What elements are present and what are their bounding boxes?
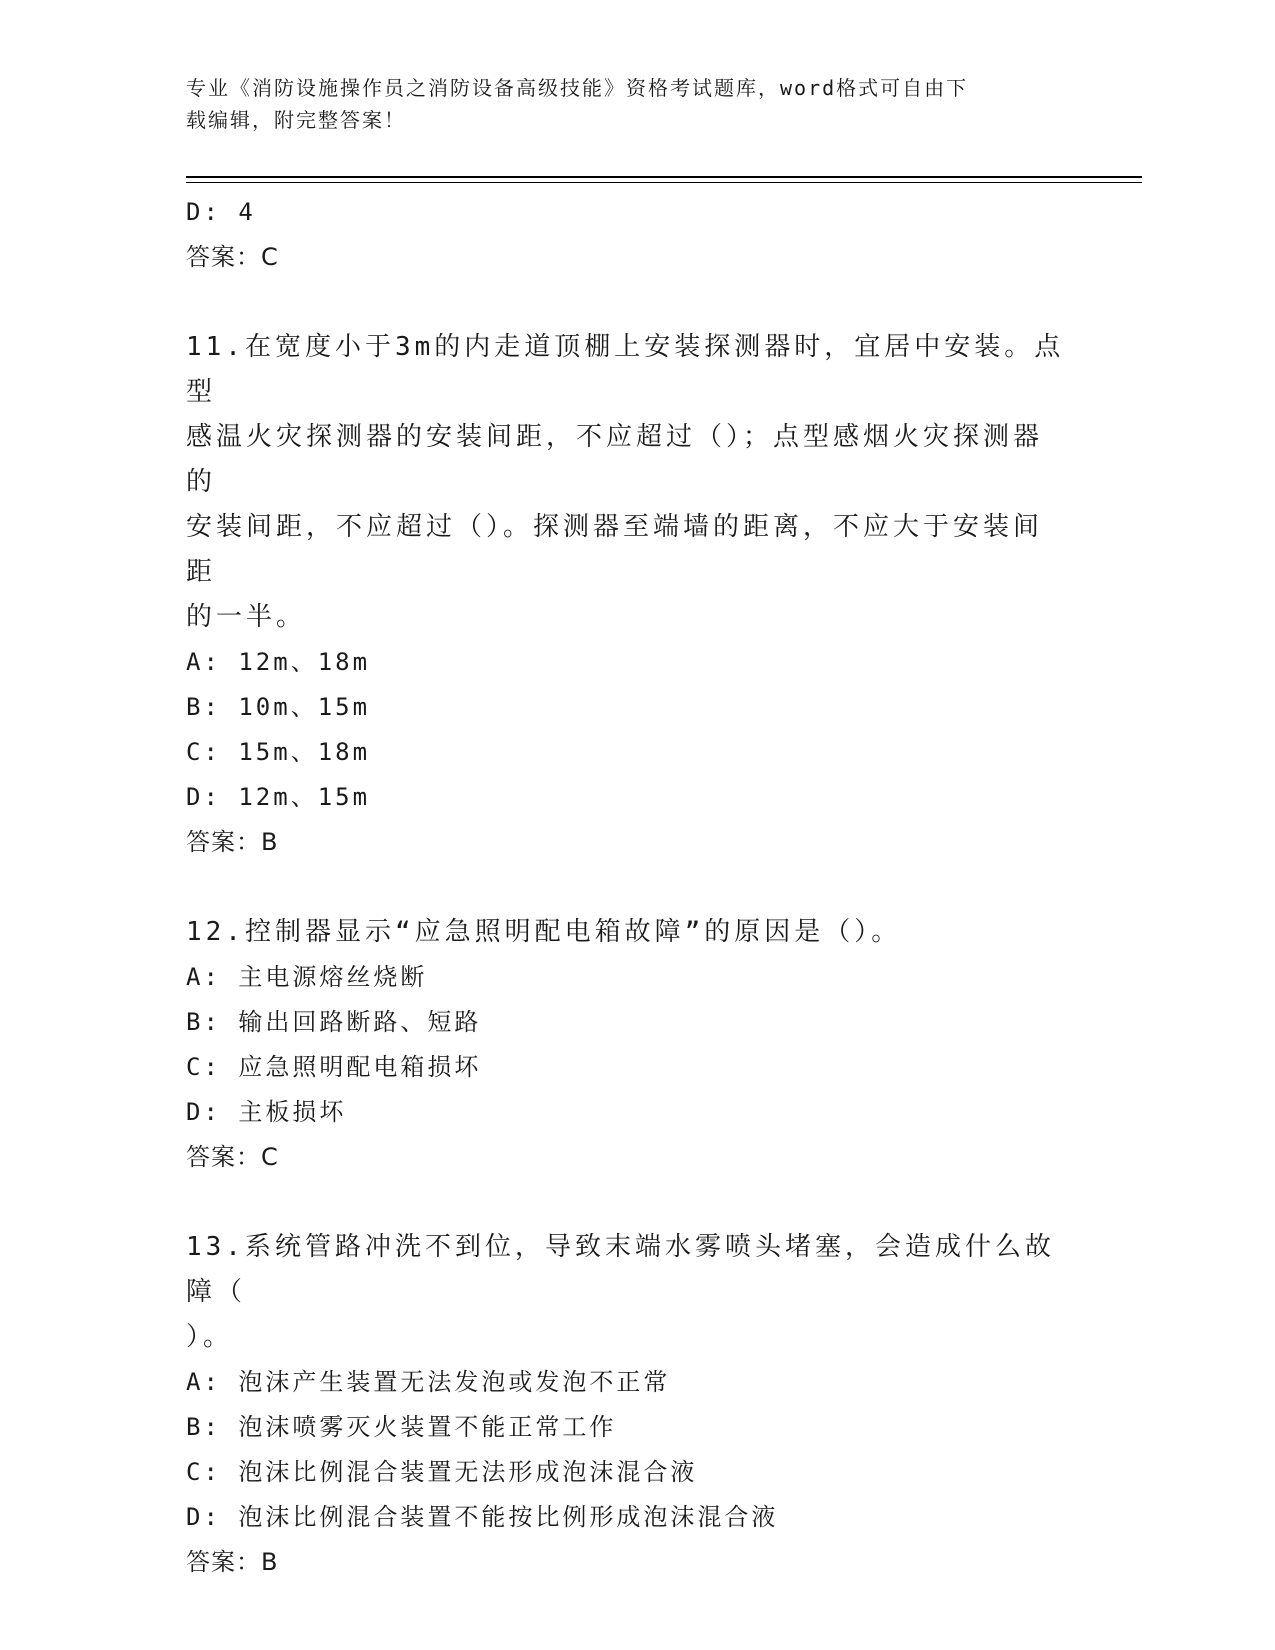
question-text-line: ）。 xyxy=(186,1322,234,1352)
question-list xyxy=(186,190,1066,1585)
spacer xyxy=(186,1180,1066,1225)
option-d: D: 主板损坏 xyxy=(186,1098,347,1126)
option-d: D: 12m、15m xyxy=(186,783,371,811)
header-divider-thick xyxy=(186,176,1142,178)
document-header xyxy=(186,72,1066,136)
option-b: B: 10m、15m xyxy=(186,693,371,721)
answer-line: 答案：B xyxy=(186,828,279,856)
answer-line: 答案：B xyxy=(186,1548,279,1576)
option-c: C: 应急照明配电箱损坏 xyxy=(186,1053,482,1081)
option-d: D: 4 xyxy=(186,198,256,226)
option-c: C: 泡沫比例混合装置无法形成泡沫混合液 xyxy=(186,1458,698,1486)
option-d: D: 泡沫比例混合装置不能按比例形成泡沫混合液 xyxy=(186,1503,779,1531)
answer-line: 答案：C xyxy=(186,243,279,271)
option-a: A: 12m、18m xyxy=(186,648,371,676)
question-text-line: 安装间距，不应超过（）。探测器至端墙的距离，不应大于安装间距 xyxy=(186,512,1044,587)
previous-question-tail xyxy=(186,190,1066,280)
header-line-2: 载编辑，附完整答案！ xyxy=(186,108,406,132)
question-11 xyxy=(186,325,1066,865)
header-divider-thin xyxy=(186,182,1142,183)
option-b: B: 输出回路断路、短路 xyxy=(186,1008,482,1036)
spacer xyxy=(186,865,1066,910)
option-list xyxy=(186,1360,1066,1540)
answer-line: 答案：C xyxy=(186,1143,279,1171)
question-12 xyxy=(186,910,1066,1180)
option-b: B: 泡沫喷雾灭火装置不能正常工作 xyxy=(186,1413,617,1441)
question-13 xyxy=(186,1225,1066,1585)
spacer xyxy=(186,280,1066,325)
question-text-line: 11.在宽度小于3m的内走道顶棚上安装探测器时，宜居中安装。点型 xyxy=(186,332,1065,407)
option-a: A: 主电源熔丝烧断 xyxy=(186,963,428,991)
option-list xyxy=(186,640,1066,820)
question-text-line: 12.控制器显示“应急照明配电箱故障”的原因是（）。 xyxy=(186,917,902,947)
question-text-line: 13.系统管路冲洗不到位，导致末端水雾喷头堵塞，会造成什么故障（ xyxy=(186,1232,1055,1307)
option-list xyxy=(186,955,1066,1135)
question-text-line: 感温火灾探测器的安装间距，不应超过（）；点型感烟火灾探测器的 xyxy=(186,422,1044,497)
option-a: A: 泡沫产生装置无法发泡或发泡不正常 xyxy=(186,1368,671,1396)
question-text-line: 的一半。 xyxy=(186,602,307,632)
header-line-1: 专业《消防设施操作员之消防设备高级技能》资格考试题库，word格式可自由下 xyxy=(186,76,969,100)
option-c: C: 15m、18m xyxy=(186,738,371,766)
